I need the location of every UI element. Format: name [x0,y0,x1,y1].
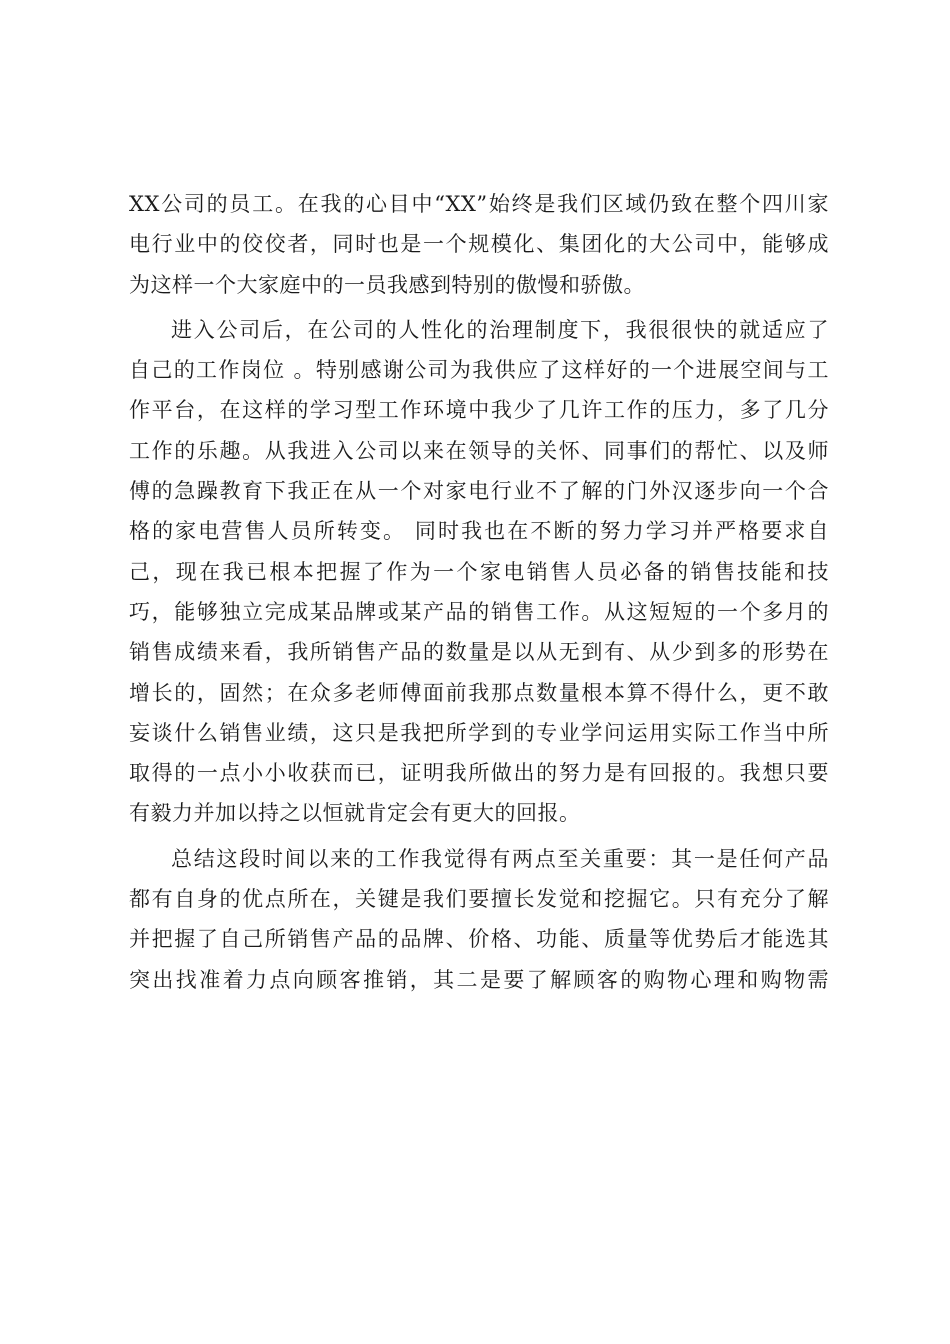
text-line: 格的家电营售人员所转变。 同时我也在不断的努力学习并严格要求自 [129,519,829,544]
text-line: 作平台，在这样的学习型工作环境中我少了几许工作的压力，多了几分 [129,398,829,423]
text-line: 并把握了自己所销售产品的品牌、价格、功能、质量等优势后才能选其 [129,927,829,952]
text-line: 都有自身的优点所在，关键是我们要擅长发觉和挖掘它。只有充分了解 [129,887,829,912]
text-line: 为这样一个大家庭中的一员我感到特别的傲慢和骄傲。 [129,272,645,297]
body-text [129,184,829,1000]
text-line: 工作的乐趣。从我进入公司以来在领导的关怀、同事们的帮忙、以及师 [129,438,829,463]
text-line: 进入公司后，在公司的人性化的治理制度下，我很很快的就适应了 [171,317,829,342]
text-line: 总结这段时间以来的工作我觉得有两点至关重要：其一是任何产品 [171,846,829,871]
paragraph-1 [129,184,829,305]
text-line: 傅的急躁教育下我正在从一个对家电行业不了解的门外汉逐步向一个合 [129,479,829,504]
text-line: 自己的工作岗位 。特别感谢公司为我供应了这样好的一个进展空间与工 [129,358,829,383]
paragraph-2 [129,310,829,834]
text-line: 妄谈什么销售业绩，这只是我把所学到的专业学问运用实际工作当中所 [129,720,829,745]
text-line: 电行业中的佼佼者，同时也是一个规模化、集团化的大公司中，能够成 [129,232,829,257]
text-line: 销售成绩来看，我所销售产品的数量是以从无到有、从少到多的形势在 [129,640,829,665]
text-line: 己，现在我已根本把握了作为一个家电销售人员必备的销售技能和技 [129,559,829,584]
text-line: 有毅力并加以持之以恒就肯定会有更大的回报。 [129,801,581,826]
text-line: 增长的，固然；在众多老师傅面前我那点数量根本算不得什么，更不敢 [129,680,829,705]
text-line: 巧，能够独立完成某品牌或某产品的销售工作。从这短短的一个多月的 [129,599,829,624]
text-line: 突出找准着力点向顾客推销，其二是要了解顾客的购物心理和购物需 [129,967,829,992]
text-line: 取得的一点小小收获而已，证明我所做出的努力是有回报的。我想只要 [129,761,829,786]
paragraph-3 [129,839,829,1000]
text-line: XX公司的员工。在我的心目中“XX”始终是我们区域仍致在整个四川家 [129,192,829,216]
